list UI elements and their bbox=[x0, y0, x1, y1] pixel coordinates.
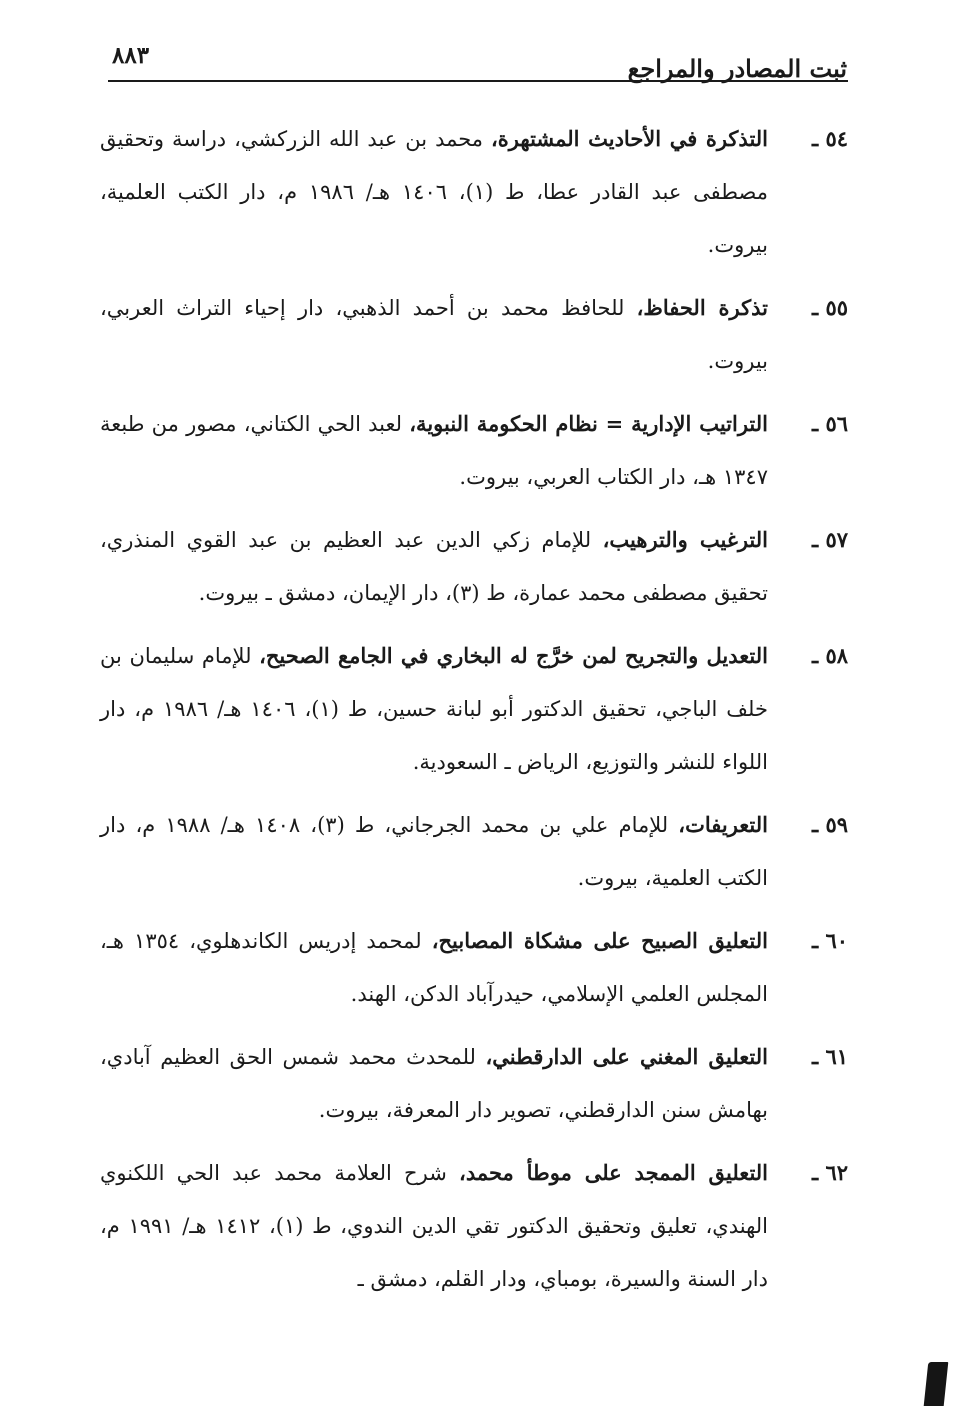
bibliography-entry bbox=[100, 914, 848, 1021]
bibliography-entry bbox=[100, 798, 848, 905]
entry-number: ٦٠ ـ bbox=[811, 928, 848, 953]
entry-title: التعليق المغني على الدارقطني، bbox=[485, 1044, 768, 1069]
running-header-title: ثبت المصادر والمراجع bbox=[627, 54, 847, 83]
entry-details: لمحمد إدريس الكاندهلوي، ١٣٥٤ هـ، المجلس العلمي الإسلامي، حيدرآباد الدكن، الهند. bbox=[100, 929, 768, 1006]
entry-details: محمد بن عبد الله الزركشي، دراسة وتحقيق مصطفى عبد القادر عطا، ط (١)، ١٤٠٦ هـ/ ١٩٨٦ م، دار الكتب العلمية، بيروت. bbox=[100, 127, 768, 257]
entry-title: التعليق الممجد على موطأ محمد، bbox=[459, 1160, 769, 1185]
entry-details: للإمام علي بن محمد الجرجاني، ط (٣)، ١٤٠٨ هـ/ ١٩٨٨ م، دار الكتب العلمية، بيروت. bbox=[100, 813, 768, 890]
entry-title: التعديل والتجريح لمن خرَّج له البخاري في الجامع الصحيح، bbox=[259, 643, 768, 668]
bibliography-entry bbox=[100, 629, 848, 789]
entry-details: للإمام سليمان بن خلف الباجي، تحقيق الدكتور أبو لبانة حسين، ط (١)، ١٤٠٦ هـ/ ١٩٨٦ م، دار اللواء للنشر والتوزيع، الرياض ـ السعودية. bbox=[100, 644, 768, 774]
entry-number: ٦٢ ـ bbox=[811, 1160, 848, 1185]
entry-details: لعبد الحي الكتاني، مصور من طبعة ١٣٤٧ هـ، دار الكتاب العربي، بيروت. bbox=[100, 412, 768, 489]
entry-title: التراتيب الإدارية = نظام الحكومة النبوية، bbox=[409, 411, 768, 436]
bibliography-entry bbox=[100, 397, 848, 504]
entry-number: ٥٦ ـ bbox=[811, 411, 848, 436]
entry-title: التذكرة في الأحاديث المشتهرة، bbox=[491, 126, 769, 151]
bibliography-entry bbox=[100, 1030, 848, 1137]
entry-number: ٥٥ ـ bbox=[811, 295, 848, 320]
bibliography-list bbox=[100, 112, 848, 1306]
entry-details: للمحدث محمد شمس الحق العظيم آبادي، بهامش سنن الدارقطني، تصوير دار المعرفة، بيروت. bbox=[100, 1045, 768, 1122]
entry-details: للإمام زكي الدين عبد العظيم بن عبد القوي المنذري، تحقيق مصطفى محمد عمارة، ط (٣)، دار الإيمان، دمشق ـ بيروت. bbox=[100, 528, 768, 605]
page-number: ٨٨٣ bbox=[112, 42, 150, 69]
entry-title: تذكرة الحفاظ، bbox=[636, 295, 768, 320]
bibliography-entry bbox=[100, 281, 848, 388]
header-divider bbox=[108, 80, 848, 82]
entry-number: ٥٨ ـ bbox=[811, 643, 848, 668]
bibliography-entry bbox=[100, 112, 848, 272]
entry-details: للحافظ محمد بن أحمد الذهبي، دار إحياء التراث العربي، بيروت. bbox=[100, 296, 768, 373]
entry-number: ٥٩ ـ bbox=[811, 812, 848, 837]
entry-title: التعريفات، bbox=[678, 812, 768, 837]
entry-title: التعليق الصبيح على مشكاة المصابيح، bbox=[431, 928, 768, 953]
bibliography-entry bbox=[100, 513, 848, 620]
scan-edge-mark bbox=[924, 1362, 949, 1406]
entry-details: شرح العلامة محمد عبد الحي اللكنوي الهندي، تعليق وتحقيق الدكتور تقي الدين الندوي، ط (١)، ١٤١٢ هـ/ ١٩٩١ م، دار السنة والسيرة، بومباي، ودار القلم، دمشق ـ bbox=[100, 1161, 768, 1291]
entry-number: ٦١ ـ bbox=[811, 1044, 848, 1069]
entry-number: ٥٤ ـ bbox=[811, 126, 848, 151]
bibliography-entry bbox=[100, 1146, 848, 1306]
entry-number: ٥٧ ـ bbox=[811, 527, 848, 552]
entry-title: الترغيب والترهيب، bbox=[602, 527, 768, 552]
